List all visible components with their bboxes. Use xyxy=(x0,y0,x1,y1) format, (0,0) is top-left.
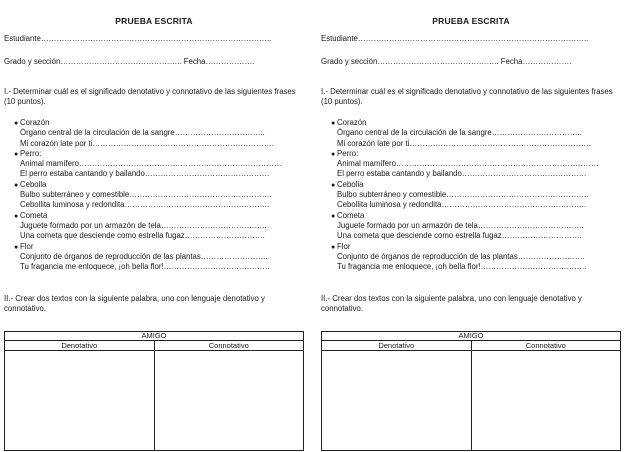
phrase-line[interactable]: Cebollita luminosa y redondita……………………………………………….. xyxy=(20,200,270,210)
grade-date-line[interactable]: Grado y sección……………………………………….. Fecha………………. xyxy=(4,57,255,66)
question-2-instructions: II.- Crear dos textos con la siguiente palabra, uno con lenguaje denotativo y connotativo. xyxy=(321,294,582,313)
answer-cell-connotative[interactable] xyxy=(155,351,304,450)
list-item-word: ● Cometa xyxy=(331,210,365,220)
phrase-line[interactable]: Bulbo subterráneo y comestible………………………………………………. xyxy=(337,190,589,200)
list-item-word: ● Perro: xyxy=(331,148,359,158)
question-1-instructions: I.- Determinar cuál es el significado denotativo y connotativo de las siguientes frases (10 puntos). xyxy=(4,87,296,106)
bullet-icon: ● xyxy=(331,120,336,127)
phrase-line[interactable]: Una cometa que desciende como estrella fugaz…………………………. xyxy=(337,231,582,241)
column-header-denotative: Denotativo xyxy=(5,341,155,350)
phrase-line[interactable]: Tu fragancia me enloquece, ¡oh bella flor!………………………………….. xyxy=(20,262,270,272)
exam-sheet-left xyxy=(4,0,304,452)
column-header-denotative: Denotativo xyxy=(322,341,472,350)
bullet-icon: ● xyxy=(331,243,336,251)
student-name-line[interactable]: Estudiante…………………………………………………………………………….. xyxy=(4,34,272,43)
bullet-icon: ● xyxy=(14,181,19,189)
phrase-line[interactable]: Mi corazón late por ti……………………………………………………………. xyxy=(20,138,274,148)
question-1-instructions: I.- Determinar cuál es el significado denotativo y connotativo de las siguientes frases (10 puntos). xyxy=(321,87,613,106)
grade-date-line[interactable]: Grado y sección……………………………………….. Fecha………………. xyxy=(321,57,572,66)
list-item-word: ● Cebolla xyxy=(331,179,364,189)
list-item-word: ● Perro: xyxy=(14,148,42,158)
phrase-line[interactable]: Órgano central de la circulación de la sangre…………………………….. xyxy=(337,128,582,138)
phrase-line[interactable]: Bulbo subterráneo y comestible………………………………………………. xyxy=(20,190,272,200)
answer-table xyxy=(4,331,304,451)
exam-title: PRUEBA ESCRITA xyxy=(432,16,510,26)
exam-title: PRUEBA ESCRITA xyxy=(115,16,193,26)
list-item-word: ● Flor xyxy=(331,241,351,251)
phrase-line[interactable]: Una cometa que desciende como estrella fugaz…………………………. xyxy=(20,231,265,241)
phrase-line[interactable]: Tu fragancia me enloquece, ¡oh bella flor!………………………………….. xyxy=(337,262,587,272)
table-word-header: AMIGO xyxy=(322,332,620,341)
phrase-line[interactable]: Juguete formado por un armazón de tela………………………………….. xyxy=(20,220,267,230)
list-item-word: ● Corazón xyxy=(14,118,50,127)
bullet-icon: ● xyxy=(331,212,336,220)
phrase-line[interactable]: El perro estaba cantando y bailando………………………………………… xyxy=(337,169,587,179)
list-item-word: ● Cebolla xyxy=(14,179,47,189)
column-header-connotative: Connotativo xyxy=(208,341,249,350)
list-item-word: ● Flor xyxy=(14,241,34,251)
exam-sheet-right xyxy=(321,0,621,452)
list-item-word: ● Cometa xyxy=(14,210,48,220)
table-word-header: AMIGO xyxy=(5,332,303,341)
answer-cell-connotative[interactable] xyxy=(472,351,621,450)
answer-table xyxy=(321,331,621,451)
list-item-word: ● Corazón xyxy=(331,118,367,127)
bullet-icon: ● xyxy=(14,243,19,251)
phrase-line[interactable]: Mi corazón late por ti……………………………………………………………. xyxy=(337,138,591,148)
bullet-icon: ● xyxy=(331,150,336,158)
phrase-line[interactable]: El perro estaba cantando y bailando………………………………………… xyxy=(20,169,270,179)
bullet-icon: ● xyxy=(331,181,336,189)
phrase-line[interactable]: Órgano central de la circulación de la sangre…………………………….. xyxy=(20,128,265,138)
bullet-icon: ● xyxy=(14,212,19,220)
phrase-line[interactable]: Animal mamífero…………………………………………………………………… xyxy=(20,159,282,169)
phrases-list xyxy=(331,118,621,272)
phrase-line[interactable]: Cebollita luminosa y redondita……………………………………………….. xyxy=(337,200,587,210)
question-2-instructions: II.- Crear dos textos con la siguiente palabra, uno con lenguaje denotativo y connotativo. xyxy=(4,294,265,313)
answer-cell-denotative[interactable] xyxy=(5,351,155,450)
bullet-icon: ● xyxy=(14,120,19,127)
phrase-line[interactable]: Conjunto de órganos de reproducción de las plantas…………………….. xyxy=(20,251,268,261)
phrases-list xyxy=(14,118,304,272)
phrase-line[interactable]: Animal mamífero…………………………………………………………………… xyxy=(337,159,599,169)
column-header-connotative: Connotativo xyxy=(525,341,566,350)
phrase-line[interactable]: Conjunto de órganos de reproducción de las plantas…………………….. xyxy=(337,251,585,261)
answer-cell-denotative[interactable] xyxy=(322,351,472,450)
phrase-line[interactable]: Juguete formado por un armazón de tela………………………………….. xyxy=(337,220,584,230)
student-name-line[interactable]: Estudiante…………………………………………………………………………….. xyxy=(321,34,589,43)
bullet-icon: ● xyxy=(14,150,19,158)
